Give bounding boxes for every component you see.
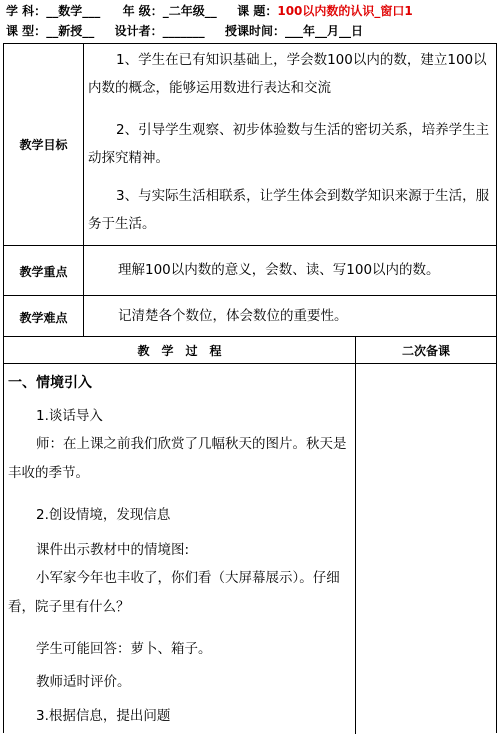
- topic-value: 100以内数的认识_窗口1: [277, 4, 413, 18]
- teaching-time-label: 授课时间：: [224, 24, 285, 38]
- process-paragraph-dialogue: 师：在上课之前我们欣赏了几幅秋天的图片。秋天是丰收的季节。: [8, 436, 347, 481]
- key-points-label: 教学重点: [19, 265, 68, 279]
- process-step-3: 3.根据信息，提出问题: [36, 708, 171, 724]
- row-divider-key-points: [3, 295, 497, 296]
- process-step-2: 2.创设情境，发现信息: [36, 507, 171, 523]
- row-divider-process-header: [3, 363, 497, 364]
- process-step-1: 1.谈话导入: [36, 408, 103, 424]
- process-paragraph-courseware: 课件出示教材中的情境图:: [36, 542, 190, 558]
- process-column-header: 教 学 过 程: [137, 344, 222, 358]
- goals-paragraph-2: 2、引导学生观察、初步体验数与生活的密切关系，培养学生主动探究精神。: [88, 122, 490, 166]
- lesson-type-value: __新授__: [46, 24, 95, 38]
- difficulties-text: 记清楚各个数位，体会数位的重要性。: [118, 308, 348, 324]
- key-points-text: 理解100以内数的意义，会数、读、写100以内的数。: [118, 262, 440, 278]
- goals-label: 教学目标: [19, 138, 68, 152]
- designer-value: _______: [162, 24, 205, 38]
- process-paragraph-evaluation: 教师适时评价。: [36, 674, 131, 690]
- teaching-time-value: ___年__月__日: [284, 24, 363, 38]
- subject-label: 学 科：: [6, 4, 47, 18]
- header-line-1: [6, 2, 413, 19]
- section-title: 一、情境引入: [8, 375, 92, 391]
- goals-paragraph-3: 3、与实际生活相联系，让学生体会到数学知识来源于生活，服务于生活。: [88, 188, 490, 232]
- process-paragraph-scene: 小军家今年也丰收了，你们看（大屏幕展示）。仔细看，院子里有什么？: [8, 570, 340, 615]
- difficulties-label: 教学难点: [19, 311, 68, 325]
- row-divider-goals: [3, 245, 497, 246]
- subject-value: __数学___: [46, 4, 101, 18]
- notes-column-header: 二次备课: [401, 344, 450, 358]
- header-line-2: [6, 22, 363, 39]
- process-paragraph-answer: 学生可能回答：萝卜、箱子。: [36, 641, 212, 657]
- goals-paragraph-1: 1、学生在已有知识基础上，学会数100以内的数，建立100以内数的概念，能够运用数进行表达和交流: [88, 52, 487, 96]
- notes-column-divider: [355, 336, 356, 734]
- grade-label: 年 级：: [122, 4, 163, 18]
- label-column-divider: [83, 43, 84, 336]
- topic-label: 课 题：: [237, 4, 278, 18]
- lesson-type-label: 课 型：: [6, 24, 47, 38]
- row-divider-difficulties: [3, 336, 497, 337]
- designer-label: 设计者：: [114, 24, 163, 38]
- grade-value: _二年级__: [162, 4, 217, 18]
